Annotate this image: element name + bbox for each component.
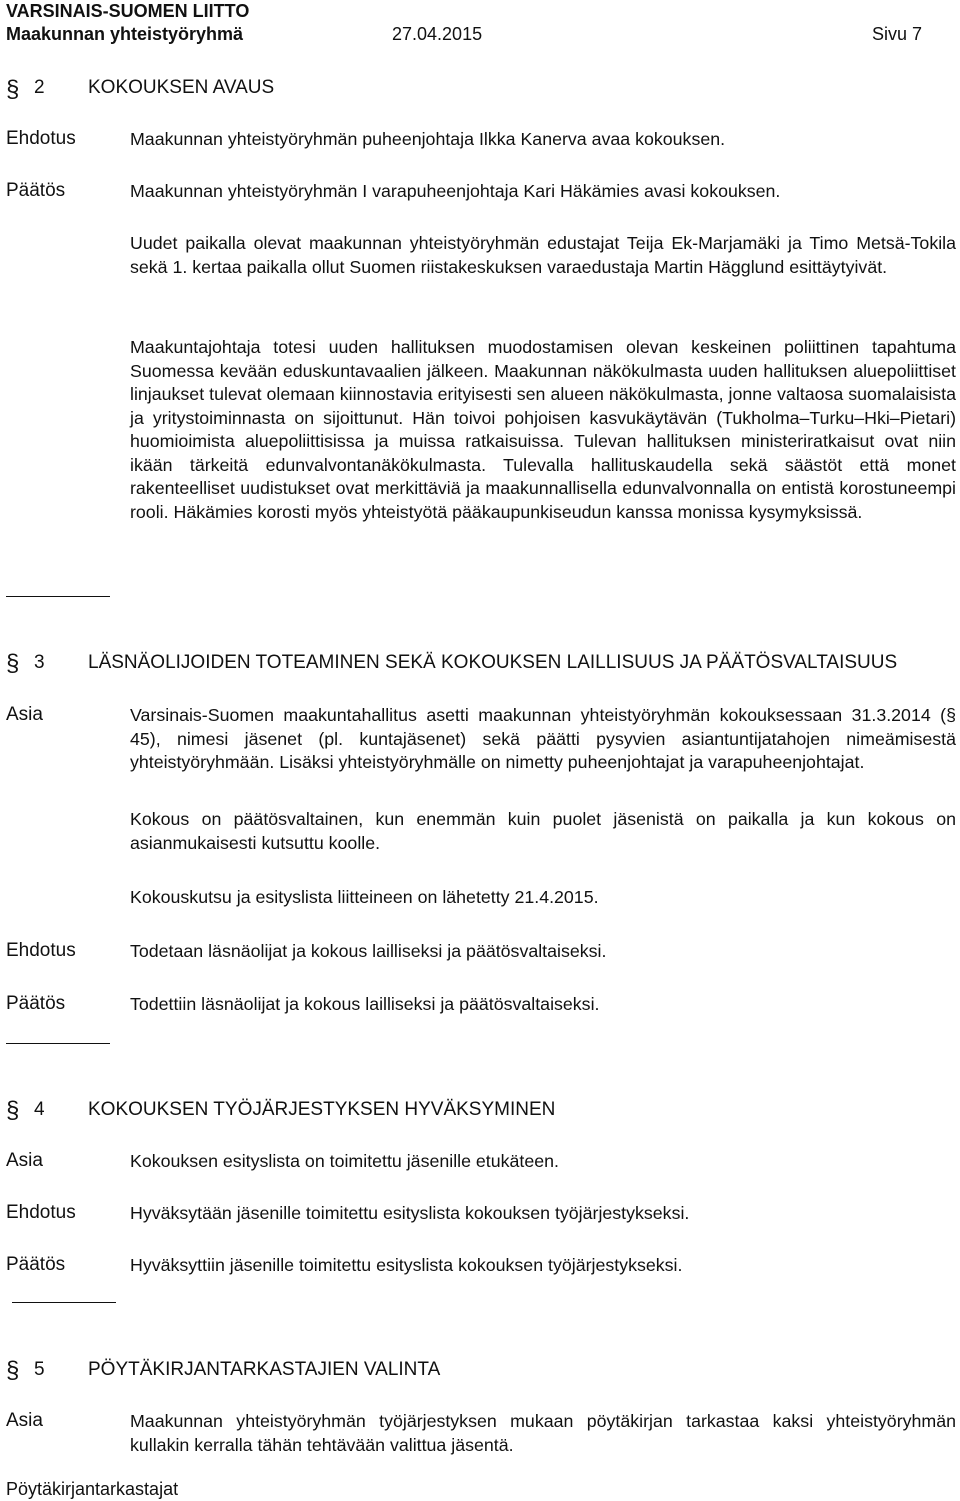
paatos-text: Maakunnan yhteistyöryhmän I varapuheenjohtaja Kari Häkämies avasi kokouksen. xyxy=(130,181,781,201)
asia-label: Asia xyxy=(6,1150,43,1171)
paatos-label: Päätös xyxy=(6,1254,66,1275)
asia-text: Varsinais-Suomen maakuntahallitus asetti maakunnan yhteistyöryhmän kokouksessaan 31.3.2014 (§ 45), nimesi jäsenet (pl. kuntajäsenet) sekä päätti pysyvien asiantuntijatahojen nimeämisestä yhteistyöryhmään. Lisäksi yhteistyöryhmälle on nimetty puheenjohtajat ja varapuheenjohtajat. xyxy=(130,705,956,772)
asia-text: Maakunnan yhteistyöryhmän työjärjestyksen mukaan pöytäkirjan tarkastaa kaksi yhteistyöryhmän kullakin kerralla tähän tehtävään valittua jäsentä. xyxy=(130,1411,956,1455)
asia-label: Asia xyxy=(6,704,43,725)
section-title: PÖYTÄKIRJANTARKASTAJIEN VALINTA xyxy=(88,1359,441,1380)
next-subheading-label: Pöytäkirjantarkastajat xyxy=(6,1479,179,1499)
section-symbol: § xyxy=(6,1097,20,1124)
paragraph: Kokouskutsu ja esityslista liitteineen on lähetetty 21.4.2015. xyxy=(130,887,599,907)
section-number: 4 xyxy=(34,1099,45,1120)
paatos-text: Hyväksyttiin jäsenille toimitettu esityslista kokouksen työjärjestykseksi. xyxy=(130,1255,683,1275)
section-end-rule xyxy=(12,1302,116,1303)
paatos-label: Päätös xyxy=(6,993,66,1014)
section-number: 3 xyxy=(34,652,45,673)
document-date: 27.04.2015 xyxy=(392,24,483,44)
section-title: KOKOUKSEN AVAUS xyxy=(88,77,275,98)
body-name: Maakunnan yhteistyöryhmä xyxy=(6,24,244,44)
ehdotus-text: Hyväksytään jäsenille toimitettu esityslista kokouksen työjärjestykseksi. xyxy=(130,1203,690,1223)
ehdotus-label: Ehdotus xyxy=(6,1202,76,1223)
ehdotus-text: Maakunnan yhteistyöryhmän puheenjohtaja Ilkka Kanerva avaa kokouksen. xyxy=(130,129,726,149)
ehdotus-label: Ehdotus xyxy=(6,940,76,961)
section-symbol: § xyxy=(6,650,20,677)
section-title: KOKOUKSEN TYÖJÄRJESTYKSEN HYVÄKSYMINEN xyxy=(88,1099,556,1120)
section-end-rule xyxy=(6,1043,110,1044)
ehdotus-label: Ehdotus xyxy=(6,128,76,149)
asia-text: Kokouksen esityslista on toimitettu jäsenille etukäteen. xyxy=(130,1151,559,1171)
asia-label: Asia xyxy=(6,1410,43,1431)
section-symbol: § xyxy=(6,1357,20,1384)
section-number: 2 xyxy=(34,77,45,98)
paragraph: Uudet paikalla olevat maakunnan yhteistyöryhmän edustajat Teija Ek-Marjamäki ja Timo Metsä-Tokila sekä 1. kertaa paikalla ollut Suomen riistakeskuksen varaedustaja Martin Hägglund esittäytyivät. xyxy=(130,233,956,277)
section-number: 5 xyxy=(34,1359,45,1380)
paatos-label: Päätös xyxy=(6,180,66,201)
section-title: LÄSNÄOLIJOIDEN TOTEAMINEN SEKÄ KOKOUKSEN LAILLISUUS JA PÄÄTÖSVALTAISUUS xyxy=(88,652,898,673)
section-symbol: § xyxy=(6,76,20,103)
ehdotus-text: Todetaan läsnäolijat ja kokous lailliseksi ja päätösvaltaiseksi. xyxy=(130,941,607,961)
paragraph: Kokous on päätösvaltainen, kun enemmän kuin puolet jäsenistä on paikalla ja kun kokous on asianmukaisesti kutsuttu koolle. xyxy=(130,809,956,853)
paragraph: Maakuntajohtaja totesi uuden hallituksen muodostamisen olevan keskeinen poliittinen tapahtuma Suomessa kevään eduskuntavaalien jälkeen. Maakunnan näkökulmasta uuden hallituksen aluepoliittiset linjaukset tulevat olemaan kiinnostavia erityisesti sen alueen näkökulmasta, jonne valtaosa suomalaisista ja yritystoiminnasta on sijoittunut. Hän toivoi pohjoisen kasvukäytävän (Tukholma–Turku–Hki–Pietari) huomioimista aluepoliittisissa ja muissa ratkaisuissa. Tulevan hallituksen ministeriratkaisut ovat niin ikään tärkeitä edunvalvontanäkökulmasta. Tulevalla hallituskaudella sekä säästöt että monet rakenteelliset uudistukset ovat merkittäviä ja maakunnallisella edunvalvonnalla on entistä korostuneempi rooli. Häkämies korosti myös yhteistyötä pääkaupunkiseudun kanssa monissa kysymyksissä. xyxy=(130,337,956,522)
paatos-text: Todettiin läsnäolijat ja kokous lailliseksi ja päätösvaltaiseksi. xyxy=(130,994,600,1014)
section-end-rule xyxy=(6,596,110,597)
page-number: Sivu 7 xyxy=(872,24,923,44)
organization-name: VARSINAIS-SUOMEN LIITTO xyxy=(6,1,250,21)
